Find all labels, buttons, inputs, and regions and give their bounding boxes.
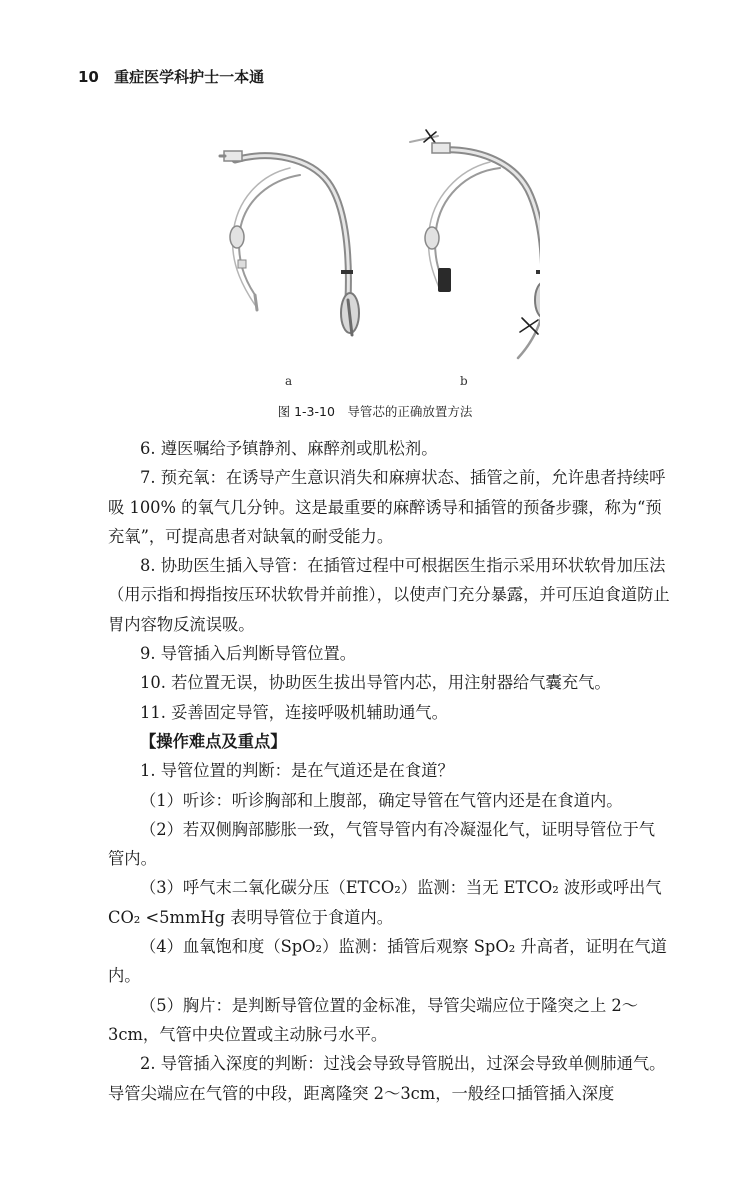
tube-a: [220, 151, 359, 335]
tube-illustration: [200, 120, 540, 390]
figure-caption: 图 1-3-10 导管芯的正确放置方法: [277, 404, 473, 419]
paragraph: 6. 遵医嘱给予镇静剂、麻醉剂或肌松剂。: [140, 439, 438, 458]
book-title: 重症医学科护士一本通: [114, 68, 265, 86]
paragraph: 8. 协助医生插入导管：在插管过程中可根据医生指示采用环状软骨加压法（用示指和拇指按压环状软骨并前推），以使声门充分暴露，并可压迫食道防止胃内容物反流误吸。: [108, 556, 670, 634]
paragraph: （4）血氧饱和度（SpO₂）监测：插管后观察 SpO₂ 升高者，证明在气道内。: [108, 937, 667, 986]
paragraph: 1. 导管位置的判断：是在气道还是在食道？: [140, 761, 454, 781]
paragraph: （1）听诊：听诊胸部和上腹部，确定导管在气管内还是在食道内。: [140, 790, 623, 810]
paragraph: 10. 若位置无误，协助医生拔出导管内芯，用注射器给气囊充气。: [140, 673, 611, 693]
figure-endotracheal-tube: [200, 120, 540, 390]
body-text: [108, 434, 670, 1108]
paragraph: 7. 预充氧：在诱导产生意识消失和麻痹状态、插管之前，允许患者持续呼吸 100% 的氧气几分钟。这是最重要的麻醉诱导和插管的预备步骤，称为“预充氧”，可提高患者对缺氧的耐受能力。: [108, 468, 666, 546]
figure-label-a: a: [285, 374, 293, 388]
paragraph: （2）若双侧胸部膨胀一致，气管导管内有冷凝湿化气，证明导管位于气管内。: [108, 819, 656, 869]
paragraph: （3）呼气末二氧化碳分压（ETCO₂）监测：当无 ETCO₂ 波形或呼出气 CO₂ <5mmHg 表明导管位于食道内。: [108, 878, 662, 927]
page-number: 10: [78, 68, 99, 86]
tube-b: [410, 130, 540, 358]
section-heading: 【操作难点及重点】: [140, 731, 287, 751]
figure-label-b: b: [460, 374, 468, 388]
running-header: [78, 66, 264, 87]
paragraph: 9. 导管插入后判断导管位置。: [140, 644, 357, 664]
paragraph: 2. 导管插入深度的判断：过浅会导致导管脱出，过深会导致单侧肺通气。导管尖端应在气管的中段，距离隆突 2～3cm，一般经口插管插入深度: [108, 1054, 666, 1103]
paragraph: （5）胸片：是判断导管位置的金标准，导管尖端应位于隆突之上 2～3cm，气管中央位置或主动脉弓水平。: [108, 995, 639, 1044]
paragraph: 11. 妥善固定导管，连接呼吸机辅助通气。: [140, 702, 448, 722]
